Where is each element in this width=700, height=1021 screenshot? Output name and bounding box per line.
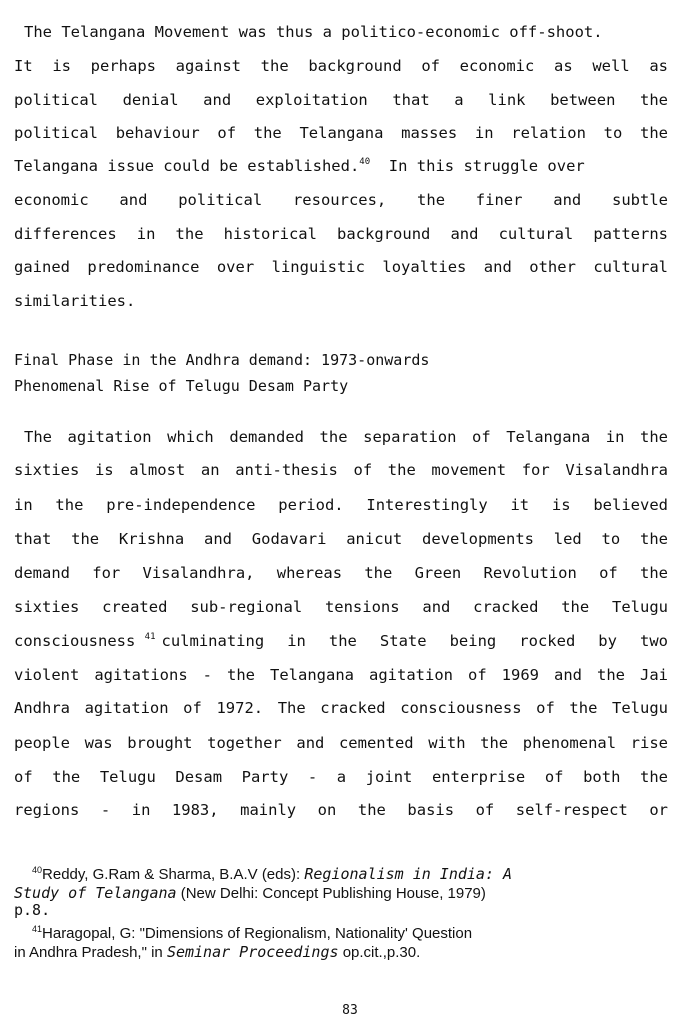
text-line: regions - in 1983, mainly on the basis of self-respect or — [14, 801, 668, 819]
text-line: It is perhaps against the background of economic as well as — [14, 57, 668, 75]
footnote-text: Haragopal, G: "Dimensions of Regionalism, Nationality' Question — [42, 925, 473, 942]
footnote-text: (New Delhi: Concept Publishing House, 1979) — [176, 885, 486, 902]
footnote-text: p.8. — [14, 901, 51, 919]
text-line: economic and political resources, the finer and subtle — [14, 191, 668, 209]
text-line: political behaviour of the Telangana masses in relation to the — [14, 124, 668, 142]
text-line: in the pre-independence period. Interestingly it is believed — [14, 496, 668, 514]
footnote-text: op.cit.,p.30. — [338, 944, 421, 961]
footnote-title: Study of Telangana — [14, 884, 177, 902]
text-line: demand for Visalandhra, whereas the Green Revolution of the — [14, 564, 668, 582]
text-line — [14, 157, 668, 178]
text-line: of the Telugu Desam Party - a joint enterprise of both the — [14, 768, 668, 786]
footnote-title: Regionalism in India: A — [304, 865, 513, 883]
section-heading: Final Phase in the Andhra demand: 1973-onwards — [14, 351, 430, 369]
footnote-text: Reddy, G.Ram & Sharma, B.A.V (eds): — [42, 866, 305, 883]
text-segment: Telangana issue could be established. — [14, 157, 360, 175]
text-line: Andhra agitation of 1972. The cracked consciousness of the Telugu — [14, 699, 668, 717]
text-line: violent agitations - the Telangana agitation of 1969 and the Jai — [14, 666, 668, 684]
text-line: differences in the historical background and cultural patterns — [14, 225, 668, 243]
page-number: 83 — [342, 1003, 358, 1018]
text-line: The Telangana Movement was thus a politico-economic off-shoot. — [24, 23, 603, 41]
footnote-reference: 40 — [359, 157, 371, 167]
text-line: political denial and exploitation that a link between the — [14, 91, 668, 109]
section-subheading: Phenomenal Rise of Telugu Desam Party — [14, 377, 349, 395]
text-line: The agitation which demanded the separation of Telangana in the — [24, 428, 668, 446]
footnote-number: 41 — [32, 924, 43, 934]
text-line: sixties created sub-regional tensions and cracked the Telugu — [14, 598, 668, 616]
footnote-40 — [14, 866, 668, 919]
text-segment — [14, 632, 156, 653]
footnote-number: 40 — [32, 865, 43, 875]
text-word: consciousness — [14, 632, 136, 650]
text-line: that the Krishna and Godavari anicut developments led to the — [14, 530, 668, 548]
footnote-title: Seminar Proceedings — [166, 943, 339, 961]
text-line: people was brought together and cemented with the phenomenal rise — [14, 734, 668, 752]
text-line — [14, 632, 668, 653]
text-line: sixties is almost an anti-thesis of the movement for Visalandhra — [14, 461, 668, 479]
footnote-reference: 41 — [144, 632, 156, 642]
text-segment: In this struggle over — [388, 157, 585, 175]
text-line: gained predominance over linguistic loyalties and other cultural — [14, 258, 668, 276]
text-line: similarities. — [14, 292, 136, 310]
footnote-text: in Andhra Pradesh," in — [14, 944, 167, 961]
text-segment: culminating in the State being rocked by two — [161, 632, 668, 650]
footnote-41 — [14, 925, 668, 961]
